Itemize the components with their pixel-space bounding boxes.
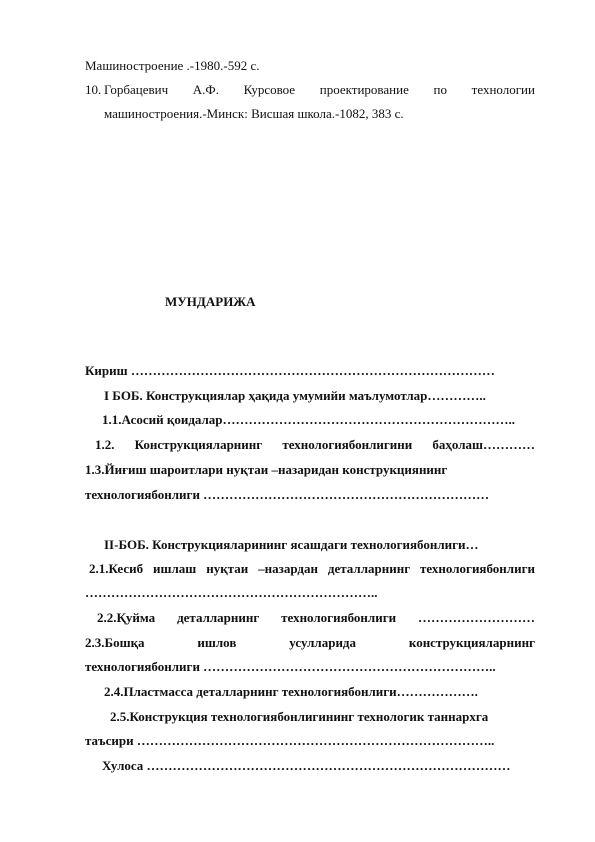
toc-word: технологиябонлиги bbox=[281, 610, 397, 625]
toc-section-1-1: 1.1.Асосий қоидалар………………………………………………………….. bbox=[102, 412, 516, 427]
ref-word: по bbox=[433, 82, 447, 97]
toc-word: 1.2. bbox=[95, 437, 115, 452]
toc-word: конструкцияларнинг bbox=[408, 635, 535, 650]
reference-item-10-continuation: машиностроения.-Минск: Висшая школа.-1082, 383 с. bbox=[104, 106, 404, 121]
toc-section-1-3: 1.3.Йиғиш шароитлари нуқтаи –назаридан конструкциянинг bbox=[85, 462, 448, 477]
toc-word: усулларида bbox=[289, 635, 357, 650]
toc-word: Конструкцияларнинг bbox=[134, 437, 263, 452]
toc-word: 2.3.Бошқа bbox=[85, 635, 145, 650]
toc-word: ……………………… bbox=[418, 610, 535, 625]
toc-word: технологиябонлиги bbox=[420, 561, 535, 576]
toc-word: деталларнинг bbox=[177, 610, 260, 625]
toc-word: ишлаш bbox=[153, 561, 197, 576]
toc-word: 2.2.Қуйма bbox=[97, 610, 156, 625]
toc-conclusion: Хулоса ………………………………………………………………………… bbox=[102, 758, 511, 773]
toc-word: –назардан bbox=[258, 561, 318, 576]
toc-word: 2.1.Кесиб bbox=[89, 561, 144, 576]
toc-section-2-3 bbox=[85, 635, 535, 651]
toc-word: ишлов bbox=[197, 635, 237, 650]
toc-section-2-3-cont: технологиябонлиги ………………………………………………………….. bbox=[85, 659, 496, 674]
toc-chapter-2: II-БОБ. Конструкцияларининг ясашдаги технологиябонлиги… bbox=[104, 537, 479, 552]
reference-item-10-line1 bbox=[104, 82, 535, 98]
ref-word: Горбацевич bbox=[104, 82, 169, 97]
ref-word: проектирование bbox=[319, 82, 409, 97]
toc-section-1-3-cont: технологиябонлиги ………………………………………………………… bbox=[85, 487, 490, 502]
toc-intro: Кириш ………………………………………………………………………… bbox=[85, 363, 495, 378]
toc-section-2-1 bbox=[89, 561, 535, 577]
reference-item-9-tail: Машиностроение .-1980.-592 с. bbox=[85, 58, 260, 73]
toc-section-2-2 bbox=[97, 610, 535, 626]
toc-word: нуқтаи bbox=[206, 561, 249, 576]
toc-chapter-1: I БОБ. Конструкциялар ҳақида умумийи маълумотлар………….. bbox=[104, 388, 486, 403]
toc-word: деталларнинг bbox=[327, 561, 411, 576]
toc-word: технологиябонлигини bbox=[282, 437, 413, 452]
toc-word: баҳолаш………… bbox=[432, 437, 535, 452]
toc-section-2-4: 2.4.Пластмасса деталларнинг технологиябонлиги………………. bbox=[104, 684, 478, 699]
ref-word: технологии bbox=[471, 82, 535, 97]
toc-section-2-5: 2.5.Конструкция технологиябонлигининг технологик таннархга bbox=[110, 709, 489, 724]
ref-word: А.Ф. bbox=[192, 82, 219, 97]
reference-item-10-number: 10. bbox=[85, 82, 102, 97]
toc-section-1-2 bbox=[95, 437, 535, 453]
toc-section-2-5-cont: таъсири ……………………………………………………………………….. bbox=[85, 733, 495, 748]
ref-word: Курсовое bbox=[243, 82, 296, 97]
toc-title: МУНДАРИЖА bbox=[165, 294, 256, 309]
toc-section-2-1-cont: ………………………………………………………….. bbox=[85, 585, 378, 600]
